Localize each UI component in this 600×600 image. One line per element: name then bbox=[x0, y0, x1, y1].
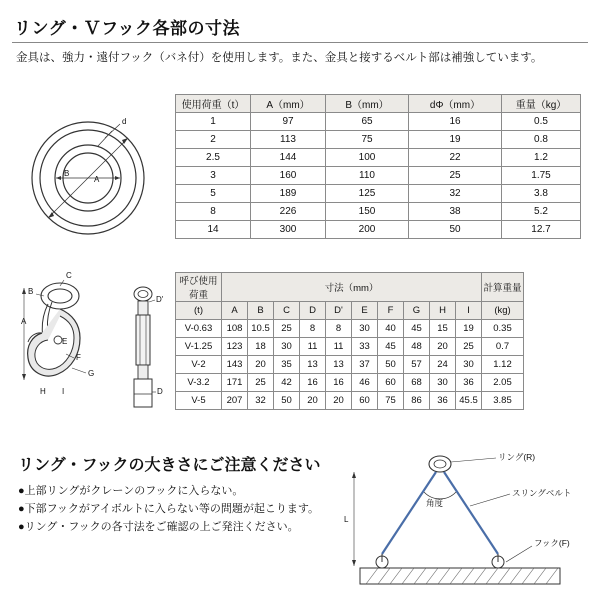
sling-label-ring: リング(R) bbox=[498, 452, 536, 462]
th-ring-b: B（mm） bbox=[326, 95, 409, 113]
cell: 200 bbox=[326, 221, 409, 239]
cell: V-1.25 bbox=[176, 338, 222, 356]
cell: 5.2 bbox=[502, 203, 581, 221]
cell: V-2 bbox=[176, 356, 222, 374]
cell: 11 bbox=[326, 338, 352, 356]
cell: 60 bbox=[378, 374, 404, 392]
cell: 20 bbox=[326, 392, 352, 410]
turnbuckle-label-d: D bbox=[157, 387, 163, 396]
hook-dimension-table bbox=[175, 272, 524, 410]
hook-label-a: A bbox=[21, 317, 27, 326]
cell: 35 bbox=[274, 356, 300, 374]
table-row bbox=[176, 320, 524, 338]
cell: 189 bbox=[251, 185, 326, 203]
cell: 110 bbox=[326, 167, 409, 185]
th-hook-c: C bbox=[274, 302, 300, 320]
cell: 25 bbox=[456, 338, 482, 356]
cell: 15 bbox=[430, 320, 456, 338]
th-hook-e: E bbox=[352, 302, 378, 320]
cell: 2.5 bbox=[176, 149, 251, 167]
th-hook-dprime: D' bbox=[326, 302, 352, 320]
cell: 68 bbox=[404, 374, 430, 392]
th-hook-unit-t: (t) bbox=[176, 302, 222, 320]
cell: 19 bbox=[409, 131, 502, 149]
cell: 30 bbox=[456, 356, 482, 374]
cell: V-0.63 bbox=[176, 320, 222, 338]
cell: 0.35 bbox=[482, 320, 524, 338]
cell: 75 bbox=[326, 131, 409, 149]
cell: 113 bbox=[251, 131, 326, 149]
list-item: ●リング・フックの各寸法をご確認の上ご発注ください。 bbox=[18, 521, 299, 534]
cell: 300 bbox=[251, 221, 326, 239]
cell: 143 bbox=[222, 356, 248, 374]
cell: 207 bbox=[222, 392, 248, 410]
table-subheader-row bbox=[176, 302, 524, 320]
th-hook-h: H bbox=[430, 302, 456, 320]
cell: 57 bbox=[404, 356, 430, 374]
cell: 50 bbox=[274, 392, 300, 410]
cell: 25 bbox=[248, 374, 274, 392]
th-hook-f: F bbox=[378, 302, 404, 320]
cell: 1.12 bbox=[482, 356, 524, 374]
table-group-header-row bbox=[176, 273, 524, 302]
ring-diagram bbox=[8, 110, 168, 250]
cell: 8 bbox=[176, 203, 251, 221]
cell: 36 bbox=[456, 374, 482, 392]
cell: 100 bbox=[326, 149, 409, 167]
cell: 30 bbox=[274, 338, 300, 356]
cell: 160 bbox=[251, 167, 326, 185]
cell: 125 bbox=[326, 185, 409, 203]
hook-label-b: B bbox=[28, 287, 34, 296]
cell: 25 bbox=[274, 320, 300, 338]
hook-label-i: I bbox=[62, 387, 65, 396]
cell: 32 bbox=[409, 185, 502, 203]
table-row bbox=[176, 203, 581, 221]
cell: 45.5 bbox=[456, 392, 482, 410]
hook-label-c: C bbox=[66, 271, 72, 280]
table-row bbox=[176, 374, 524, 392]
cell: 11 bbox=[300, 338, 326, 356]
th-hook-weight-group: 計算重量 bbox=[482, 273, 524, 302]
th-hook-g: G bbox=[404, 302, 430, 320]
cell: 38 bbox=[409, 203, 502, 221]
turnbuckle-label-dprime: D' bbox=[156, 295, 164, 304]
hook-label-f: F bbox=[76, 353, 81, 362]
cell: 0.7 bbox=[482, 338, 524, 356]
cell: 50 bbox=[378, 356, 404, 374]
cell: 1 bbox=[176, 113, 251, 131]
cell: 50 bbox=[409, 221, 502, 239]
cell: 65 bbox=[326, 113, 409, 131]
cell: 20 bbox=[248, 356, 274, 374]
cell: 45 bbox=[404, 320, 430, 338]
cell: 0.8 bbox=[502, 131, 581, 149]
cell: 16 bbox=[409, 113, 502, 131]
cell: 226 bbox=[251, 203, 326, 221]
cell: 14 bbox=[176, 221, 251, 239]
sling-diagram bbox=[320, 450, 590, 590]
th-hook-unit-kg: (kg) bbox=[482, 302, 524, 320]
table-row bbox=[176, 221, 581, 239]
table-row bbox=[176, 113, 581, 131]
cell: 3.85 bbox=[482, 392, 524, 410]
cell: 18 bbox=[248, 338, 274, 356]
turnbuckle-diagram bbox=[116, 282, 176, 432]
table-row bbox=[176, 167, 581, 185]
hook-label-e: E bbox=[62, 337, 68, 346]
notice-list bbox=[18, 482, 320, 536]
th-ring-d: dΦ（mm） bbox=[409, 95, 502, 113]
th-hook-dims-group: 寸法（mm） bbox=[222, 273, 482, 302]
cell: 1.75 bbox=[502, 167, 581, 185]
th-hook-a: A bbox=[222, 302, 248, 320]
cell: 30 bbox=[352, 320, 378, 338]
cell: 5 bbox=[176, 185, 251, 203]
cell: 8 bbox=[326, 320, 352, 338]
cell: 12.7 bbox=[502, 221, 581, 239]
cell: V-3.2 bbox=[176, 374, 222, 392]
cell: 20 bbox=[430, 338, 456, 356]
ring-label-b: B bbox=[64, 169, 70, 178]
cell: 171 bbox=[222, 374, 248, 392]
ring-dimension-table bbox=[175, 94, 581, 239]
cell: 1.2 bbox=[502, 149, 581, 167]
cell: 33 bbox=[352, 338, 378, 356]
cell: 20 bbox=[300, 392, 326, 410]
cell: 8 bbox=[300, 320, 326, 338]
table-header-row bbox=[176, 95, 581, 113]
table-row bbox=[176, 356, 524, 374]
hook-label-g: G bbox=[88, 369, 95, 378]
th-ring-a: A（mm） bbox=[251, 95, 326, 113]
cell: 150 bbox=[326, 203, 409, 221]
th-ring-weight: 重量（kg） bbox=[502, 95, 581, 113]
cell: V-5 bbox=[176, 392, 222, 410]
cell: 37 bbox=[352, 356, 378, 374]
cell: 86 bbox=[404, 392, 430, 410]
table-row bbox=[176, 338, 524, 356]
sling-label-angle: 角度 bbox=[426, 498, 444, 508]
cell: 75 bbox=[378, 392, 404, 410]
ring-label-d: d bbox=[122, 117, 127, 126]
cell: 24 bbox=[430, 356, 456, 374]
cell: 40 bbox=[378, 320, 404, 338]
cell: 3 bbox=[176, 167, 251, 185]
sling-label-l: L bbox=[344, 515, 349, 524]
cell: 42 bbox=[274, 374, 300, 392]
cell: 2 bbox=[176, 131, 251, 149]
ring-label-a: A bbox=[94, 175, 100, 184]
th-ring-load: 使用荷重（t） bbox=[176, 95, 251, 113]
sling-label-belt: スリングベルト bbox=[512, 488, 572, 498]
page-title: リング・Ｖフック各部の寸法 bbox=[14, 19, 240, 38]
cell: 108 bbox=[222, 320, 248, 338]
cell: 19 bbox=[456, 320, 482, 338]
lead-paragraph: 金具は、強力・遠付フック（バネ付）を使用します。また、金具と接するベルト部は補強しています。 bbox=[16, 52, 543, 64]
th-hook-b: B bbox=[248, 302, 274, 320]
hook-dimension-table-wrap bbox=[175, 272, 524, 410]
cell: 22 bbox=[409, 149, 502, 167]
cell: 32 bbox=[248, 392, 274, 410]
table-row bbox=[176, 149, 581, 167]
list-item: ●上部リングがクレーンのフックに入らない。 bbox=[18, 485, 244, 497]
cell: 60 bbox=[352, 392, 378, 410]
cell: 30 bbox=[430, 374, 456, 392]
cell: 45 bbox=[378, 338, 404, 356]
cell: 16 bbox=[326, 374, 352, 392]
notice-title: リング・フックの大きさにご注意ください bbox=[18, 457, 321, 474]
cell: 0.5 bbox=[502, 113, 581, 131]
table-row bbox=[176, 185, 581, 203]
cell: 10.5 bbox=[248, 320, 274, 338]
cell: 48 bbox=[404, 338, 430, 356]
cell: 123 bbox=[222, 338, 248, 356]
cell: 25 bbox=[409, 167, 502, 185]
th-hook-d: D bbox=[300, 302, 326, 320]
cell: 13 bbox=[300, 356, 326, 374]
table-row bbox=[176, 131, 581, 149]
cell: 13 bbox=[326, 356, 352, 374]
cell: 16 bbox=[300, 374, 326, 392]
cell: 97 bbox=[251, 113, 326, 131]
list-item: ●下部フックがアイボルトに入らない等の問題が起こります。 bbox=[18, 503, 320, 516]
th-hook-i: I bbox=[456, 302, 482, 320]
title-divider bbox=[12, 42, 588, 43]
cell: 36 bbox=[430, 392, 456, 410]
hook-label-h: H bbox=[40, 387, 46, 396]
cell: 144 bbox=[251, 149, 326, 167]
sling-label-hook: フック(F) bbox=[534, 538, 570, 548]
cell: 46 bbox=[352, 374, 378, 392]
table-row bbox=[176, 392, 524, 410]
ring-dimension-table-wrap bbox=[175, 94, 581, 239]
cell: 2.05 bbox=[482, 374, 524, 392]
th-hook-load-group: 呼び使用荷重 bbox=[176, 273, 222, 302]
cell: 3.8 bbox=[502, 185, 581, 203]
